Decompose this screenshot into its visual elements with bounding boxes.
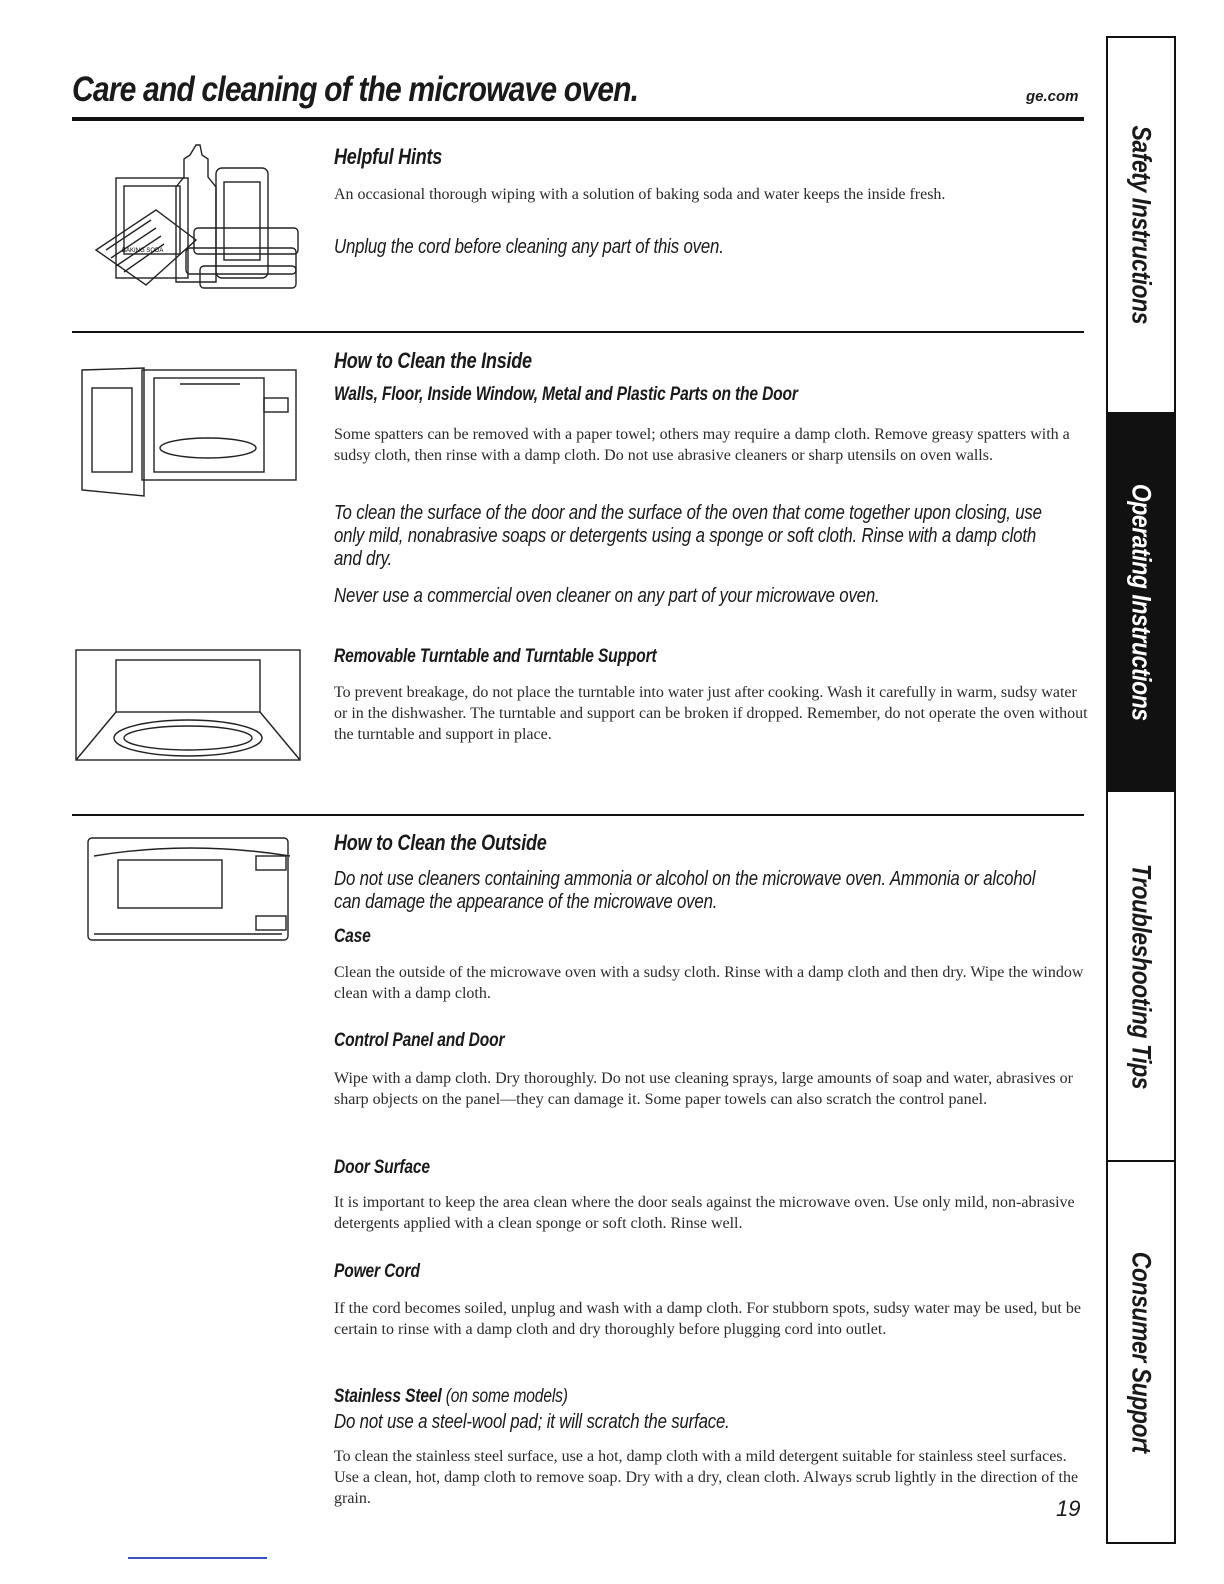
control-panel-body: Wipe with a damp cloth. Dry thoroughly. Do not use cleaning sprays, large amounts of soap and water, abrasives or sharp objects on the panel—they can damage it. Some paper towels can also scratch the control panel.	[334, 1070, 1073, 1108]
section-rule	[72, 331, 1084, 333]
clean-outside-heading: How to Clean the Outside	[334, 830, 547, 855]
case-body: Clean the outside of the microwave oven with a sudsy cloth. Rinse with a damp cloth and then dry. Wipe the window clean with a damp cloth.	[334, 964, 1084, 1002]
tab-safety-instructions[interactable]	[1108, 38, 1174, 412]
power-cord-body: If the cord becomes soiled, unplug and wash with a damp cloth. For stubborn spots, sudsy water may be used, but be certain to rinse with a damp cloth and dry thoroughly before plugging cord into outlet.	[334, 1300, 1081, 1338]
tab-operating-instructions[interactable]	[1108, 412, 1174, 792]
turntable-body: To prevent breakage, do not place the turntable into water just after cooking. Wash it carefully in warm, sudsy water or in the dishwasher. The turntable and support can be broken if dropped. Remember, do not operate the oven without the turntable and support in place.	[334, 684, 1088, 743]
power-cord-heading: Power Cord	[334, 1261, 420, 1282]
tab-label: Safety Instructions	[1126, 125, 1157, 325]
tab-troubleshooting-tips[interactable]	[1108, 792, 1174, 1160]
door-surface-body: It is important to keep the area clean where the door seals against the microwave oven. Use only mild, non-abrasive detergents applied with a clean sponge or soft cloth. Rinse well.	[334, 1194, 1075, 1232]
turntable-heading: Removable Turntable and Turntable Support	[334, 646, 657, 667]
tab-label: Consumer Support	[1126, 1251, 1157, 1453]
inside-body: Some spatters can be removed with a paper towel; others may require a damp cloth. Remove greasy spatters with a sudsy cloth, then rinse with a damp cloth. Do not use abrasive cleaners or sharp utensils on oven walls.	[334, 426, 1070, 464]
open-microwave-illustration	[80, 364, 300, 500]
helpful-hints-heading: Helpful Hints	[334, 144, 443, 169]
stainless-steel-title: Stainless Steel	[334, 1386, 442, 1407]
site-link[interactable]: ge.com	[1026, 88, 1079, 105]
tab-label: Operating Instructions	[1126, 483, 1157, 721]
clean-inside-heading: How to Clean the Inside	[334, 348, 532, 373]
tab-label: Troubleshooting Tips	[1126, 863, 1157, 1089]
door-surface-heading: Door Surface	[334, 1157, 430, 1178]
case-heading: Case	[334, 926, 371, 947]
inside-subheading: Walls, Floor, Inside Window, Metal and Plastic Parts on the Door	[334, 384, 798, 405]
turntable-illustration	[74, 648, 304, 764]
stainless-steel-body: To clean the stainless steel surface, use a hot, damp cloth with a mild detergent suitable for stainless steel surfaces. Use a clean, hot, damp cloth to remove soap. Dry with a dry, clean cloth. Always scrub lightly in the direction of the grain.	[334, 1448, 1079, 1507]
page-title: Care and cleaning of the microwave oven.	[72, 70, 639, 109]
door-surface-warning: To clean the surface of the door and the surface of the oven that come together upon closing, use only mild, nonabrasive soaps or detergents using a sponge or soft cloth. Rinse with a damp cloth and dry.	[334, 502, 1042, 570]
page-number: 19	[1056, 1496, 1081, 1521]
helpful-hints-body: An occasional thorough wiping with a solution of baking soda and water keeps the inside fresh.	[334, 186, 946, 203]
cleaning-supplies-illustration	[76, 140, 306, 300]
steel-wool-warning: Do not use a steel-wool pad; it will scratch the surface.	[334, 1411, 730, 1433]
header-rule	[72, 117, 1084, 121]
section-tabs	[1106, 36, 1176, 1544]
section-rule	[72, 814, 1084, 816]
tab-consumer-support[interactable]	[1108, 1162, 1174, 1542]
ammonia-warning: Do not use cleaners containing ammonia or alcohol on the microwave oven. Ammonia or alcohol can damage the appearance of the microwave oven.	[334, 868, 1036, 913]
baking-soda-label: BAKING SODA	[122, 248, 164, 254]
stainless-steel-heading	[334, 1386, 568, 1408]
control-panel-heading: Control Panel and Door	[334, 1030, 505, 1051]
oven-cleaner-warning: Never use a commercial oven cleaner on any part of your microwave oven.	[334, 585, 880, 607]
stainless-steel-note: (on some models)	[445, 1386, 568, 1407]
closed-microwave-illustration	[86, 836, 292, 944]
bottom-link-underline	[128, 1557, 267, 1559]
unplug-warning: Unplug the cord before cleaning any part of this oven.	[334, 236, 724, 258]
